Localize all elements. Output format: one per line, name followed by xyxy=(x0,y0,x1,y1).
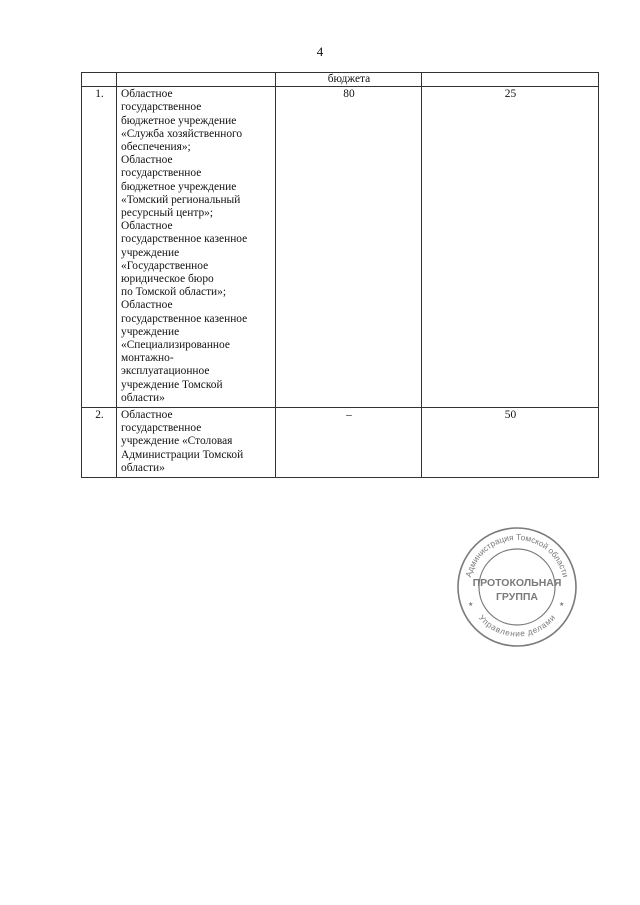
official-stamp xyxy=(456,526,578,648)
page-number: 4 xyxy=(316,44,324,59)
stamp-star-right: ★ xyxy=(559,602,565,608)
row-institution: Областное государственное учреждение «Столовая Администрации Томской области» xyxy=(117,408,276,478)
stamp-center-line2: ГРУППА xyxy=(495,591,539,603)
stamp-star-left: ★ xyxy=(468,602,474,608)
stamp-ring-bottom-text: Управление делами xyxy=(476,612,558,639)
row-value-extra: 25 xyxy=(422,87,599,408)
table-row xyxy=(82,87,599,408)
table-row xyxy=(82,408,599,478)
header-cell-name xyxy=(117,73,276,87)
row-value-extra: 50 xyxy=(422,408,599,478)
header-cell-num xyxy=(82,73,117,87)
stamp-ring-top-text: Администрация Томской области xyxy=(463,531,571,579)
row-number: 2. xyxy=(82,408,117,478)
row-value-budget: 80 xyxy=(276,87,422,408)
row-value-budget: – xyxy=(276,408,422,478)
table-header-row xyxy=(82,73,599,87)
row-number: 1. xyxy=(82,87,117,408)
row-institution: Областное государственное бюджетное учреждение «Служба хозяйственного обеспечения»; Областное государственное бюджетное учреждение «Томский региональный ресурсный центр»; Областное государственное казенное учреждение «Государственное юридическое бюро по Томской области»; Областное государственное казенное учреждение «Специализированное монтажно- эксплуатационное учреждение Томской области» xyxy=(117,87,276,408)
stamp-center-line1: ПРОТОКОЛЬНАЯ xyxy=(472,577,562,589)
header-cell-extra xyxy=(422,73,599,87)
allocation-table xyxy=(81,72,599,478)
header-cell-budget: бюджета xyxy=(276,73,422,87)
